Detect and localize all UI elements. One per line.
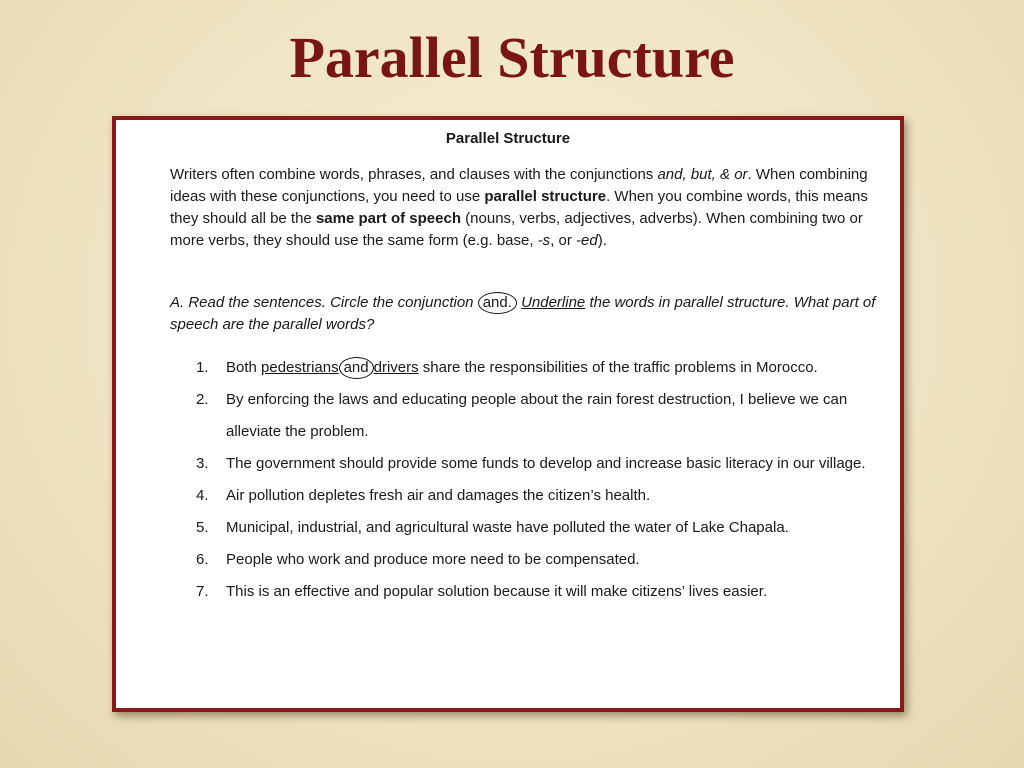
- list-item: [196, 480, 876, 512]
- document-title: Parallel Structure: [445, 130, 571, 147]
- instruction-text-c: the words in parallel structure. What part of speech are the parallel words?: [170, 294, 876, 333]
- list-item: [196, 448, 876, 480]
- list-item: [196, 384, 876, 448]
- list-item: [196, 544, 876, 576]
- underlined-word-drivers: drivers: [373, 359, 419, 376]
- item-text-rest: share the responsibilities of the traffic problems in Morocco.: [418, 359, 818, 376]
- intro-text-6: ).: [597, 232, 607, 249]
- item-number: 7.: [196, 583, 209, 600]
- intro-text-2: . When combining ideas with these conjunctions, you need to use: [170, 166, 868, 205]
- item-text: People who work and produce more need to be compensated.: [226, 551, 640, 568]
- worksheet-document: [112, 116, 904, 712]
- instruction-text-a: A. Read the sentences. Circle the conjunction: [170, 294, 474, 311]
- slide-title: Parallel Structure: [289, 25, 735, 90]
- list-item: [196, 576, 876, 608]
- intro-suffix-s: -s: [537, 232, 551, 249]
- intro-suffix-ed: -ed: [576, 232, 598, 249]
- item-number: 1.: [196, 359, 209, 376]
- intro-text-5: , or: [550, 232, 577, 249]
- item-text: The government should provide some funds to develop and increase basic literacy in our village.: [226, 455, 866, 472]
- underlined-word-pedestrians: pedestrians: [261, 359, 339, 376]
- item-text: Municipal, industrial, and agricultural waste have polluted the water of Lake Chapala.: [226, 519, 789, 536]
- intro-bold-parallel-structure: parallel structure: [484, 188, 607, 205]
- circled-conjunction: and: [339, 357, 374, 379]
- item-text-prefix: Both: [226, 359, 262, 376]
- item-text: This is an effective and popular solution because it will make citizens’ lives easier.: [226, 583, 768, 600]
- intro-bold-same-part-of-speech: same part of speech: [315, 210, 461, 227]
- item-number: 3.: [196, 455, 209, 472]
- sentence-list: [196, 352, 876, 608]
- instruction-underline-word: Underline: [521, 294, 586, 311]
- intro-text-1: Writers often combine words, phrases, and clauses with the conjunctions: [170, 166, 658, 183]
- list-item: [196, 352, 876, 384]
- circled-conjunction: and.: [478, 292, 517, 314]
- intro-conjunctions: and, but, & or: [657, 166, 748, 183]
- intro-text-3: . When you combine words, this means they should all be the: [170, 188, 868, 227]
- intro-paragraph: [170, 164, 880, 252]
- instruction-paragraph: [170, 292, 880, 336]
- list-item: [196, 512, 876, 544]
- item-number: 5.: [196, 519, 209, 536]
- intro-text-4: (nouns, verbs, adjectives, adverbs). When combining two or more verbs, they should use the same form (e.g. base,: [170, 210, 863, 249]
- item-number: 4.: [196, 487, 209, 504]
- item-text: By enforcing the laws and educating people about the rain forest destruction, I believe we can alleviate the problem.: [226, 391, 848, 440]
- item-text: Air pollution depletes fresh air and damages the citizen’s health.: [226, 487, 651, 504]
- item-number: 2.: [196, 391, 209, 408]
- item-number: 6.: [196, 551, 209, 568]
